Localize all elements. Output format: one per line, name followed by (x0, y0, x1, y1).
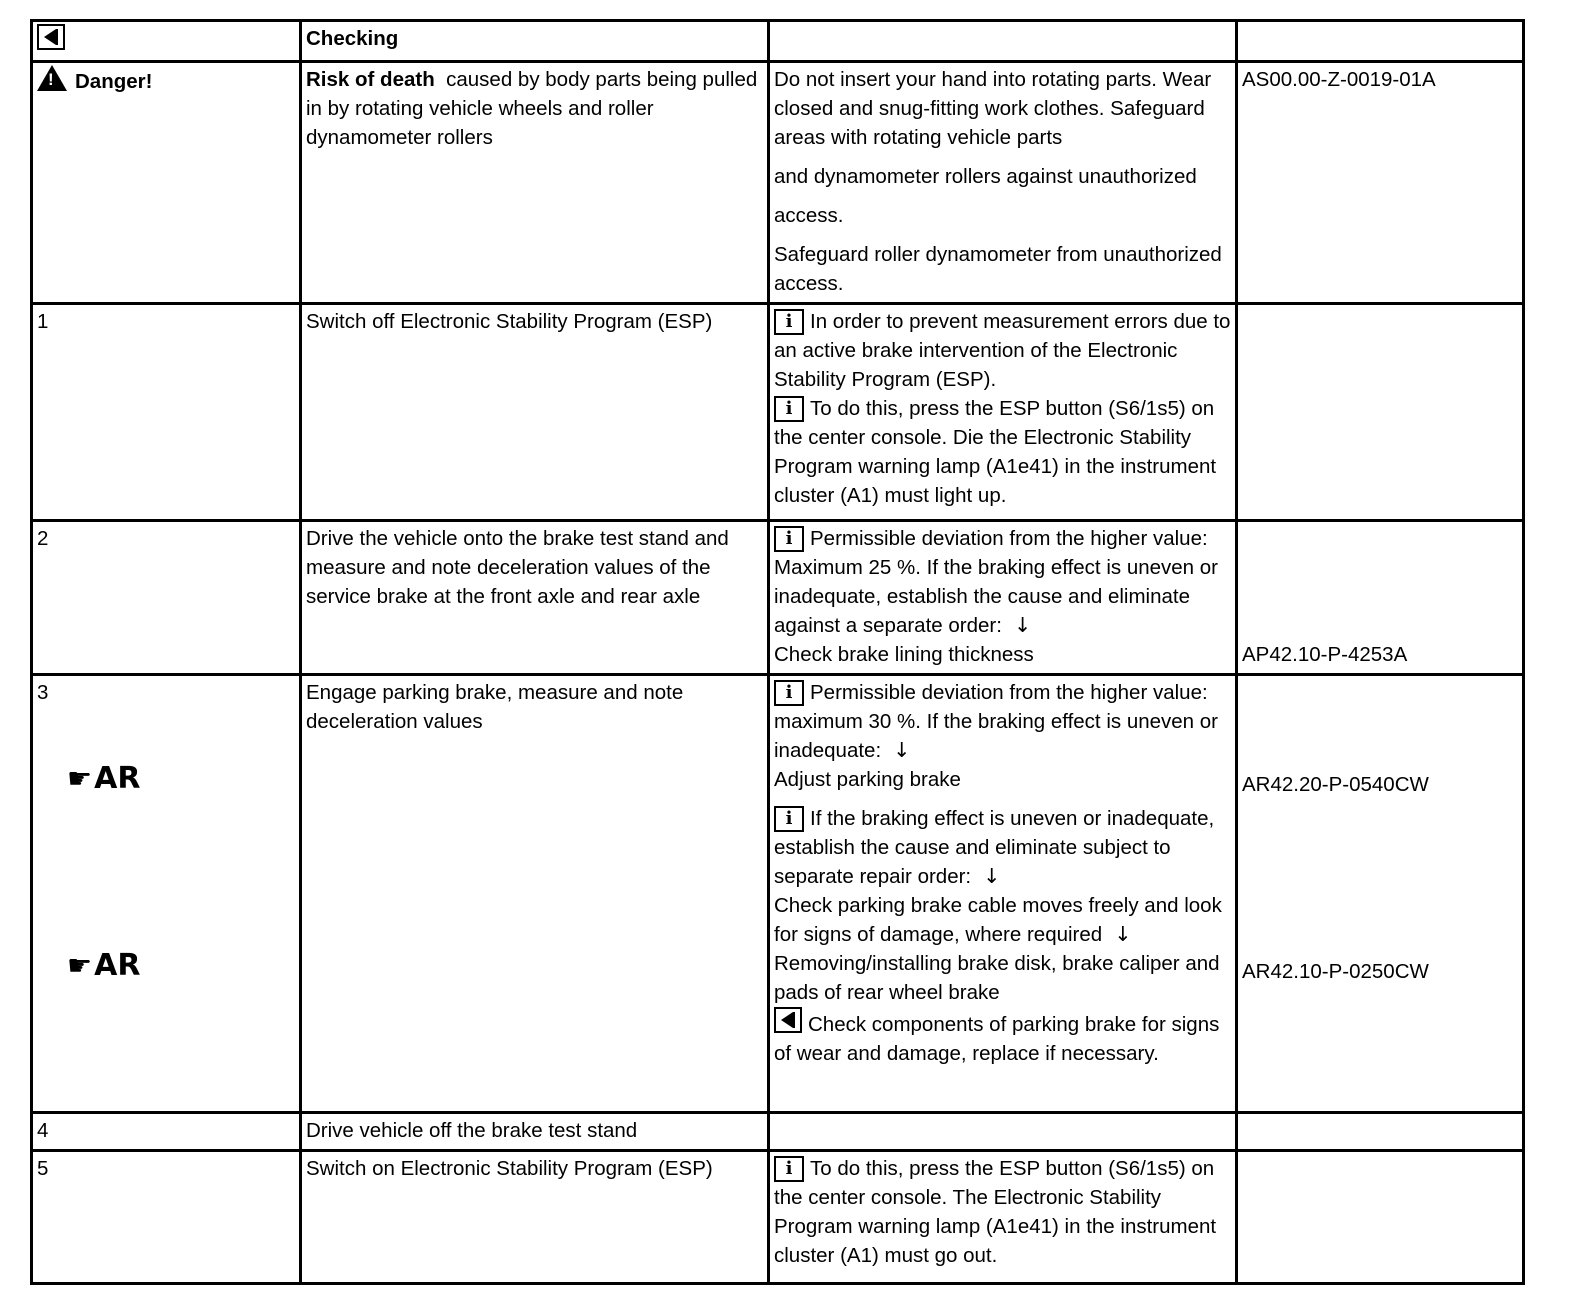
danger-measure: Safeguard roller dynamometer from unauthorized access. (774, 243, 1222, 295)
step-action: Drive vehicle off the brake test stand (301, 1113, 769, 1151)
step-number: 2 (32, 521, 301, 675)
step-action: Switch off Electronic Stability Program (ESP) (301, 304, 769, 521)
table-row-header (32, 21, 1524, 62)
step-action: Drive the vehicle onto the brake test stand and measure and note deceleration values of the service brake at the front axle and rear axle (301, 521, 769, 675)
danger-measure: Do not insert your hand into rotating parts. Wear closed and snug-fitting work clothes. Safeguard areas with rotating vehicle parts (774, 68, 1212, 149)
info-icon: i (774, 680, 804, 706)
table-row-danger (32, 62, 1524, 304)
warning-icon (37, 65, 67, 91)
risk-title: Risk of death (306, 68, 435, 91)
arrow-down-icon: ↓ (893, 738, 911, 762)
danger-label: Danger! (75, 70, 153, 93)
table-row-step (32, 1151, 1524, 1284)
step-note: If the braking effect is uneven or inadequate, establish the cause and eliminate subject to separate repair order: (774, 807, 1215, 888)
step-note: Check parking brake cable moves freely and look for signs of damage, where required (774, 894, 1222, 946)
info-icon: i (774, 309, 804, 335)
table-row-step (32, 304, 1524, 521)
step-note: Permissible deviation from the higher value: maximum 30 %. If the braking effect is uneven or inadequate: (774, 681, 1219, 762)
info-icon: i (774, 1156, 804, 1182)
pointing-hand-icon: ☛ (67, 762, 93, 795)
info-icon: i (774, 526, 804, 552)
step-action: Engage parking brake, measure and note deceleration values (301, 675, 769, 1113)
risk-description: caused by body parts being pulled in by rotating vehicle wheels and roller dynamometer rollers (306, 68, 758, 149)
back-icon[interactable] (37, 24, 65, 50)
step-note: To do this, press the ESP button (S6/1s5) on the center console. The Electronic Stability Program warning lamp (A1e41) in the instrument cluster (A1) must go out. (774, 1157, 1217, 1267)
repair-marker[interactable]: ☛AR (67, 948, 141, 983)
step-number: 1 (32, 304, 301, 521)
step-link[interactable]: Removing/installing brake disk, brake caliper and pads of rear wheel brake (774, 952, 1220, 1004)
step-number: 5 (32, 1151, 301, 1284)
danger-ref[interactable]: AS00.00-Z-0019-01A (1237, 62, 1524, 304)
arrow-down-icon: ↓ (983, 864, 1001, 888)
step-note: Permissible deviation from the higher value: Maximum 25 %. If the braking effect is uneven or inadequate, establish the cause and eliminate against a separate order: (774, 527, 1219, 637)
step-action: Switch on Electronic Stability Program (ESP) (301, 1151, 769, 1284)
step-ref[interactable]: AR42.20-P-0540CW (1242, 773, 1429, 796)
table-row-step (32, 1113, 1524, 1151)
procedure-table (30, 19, 1525, 1285)
step-note: In order to prevent measurement errors due to an active brake intervention of the Electronic Stability Program (ESP). (774, 310, 1231, 391)
pointing-hand-icon: ☛ (67, 949, 93, 982)
step-link[interactable]: Check brake lining thickness (774, 643, 1034, 666)
table-row-step (32, 521, 1524, 675)
step-number: 3 (37, 681, 49, 704)
step-link[interactable]: Adjust parking brake (774, 768, 961, 791)
info-icon: i (774, 396, 804, 422)
arrow-down-icon: ↓ (1013, 613, 1032, 637)
danger-measure: access. (774, 204, 844, 227)
repair-marker[interactable]: ☛AR (67, 761, 141, 796)
info-icon: i (774, 806, 804, 832)
step-ref[interactable]: AR42.10-P-0250CW (1242, 960, 1429, 983)
step-number: 4 (32, 1113, 301, 1151)
back-icon[interactable] (774, 1007, 802, 1033)
step-note: Check components of parking brake for signs of wear and damage, replace if necessary. (774, 1013, 1220, 1065)
table-row-step (32, 675, 1524, 1113)
section-title: Checking (301, 21, 769, 62)
danger-measure: and dynamometer rollers against unauthorized (774, 165, 1197, 188)
arrow-down-icon: ↓ (1114, 922, 1132, 946)
step-ref[interactable]: AP42.10-P-4253A (1237, 521, 1524, 675)
step-note: To do this, press the ESP button (S6/1s5) on the center console. Die the Electronic Stability Program warning lamp (A1e41) in the instrument cluster (A1) must light up. (774, 397, 1217, 507)
